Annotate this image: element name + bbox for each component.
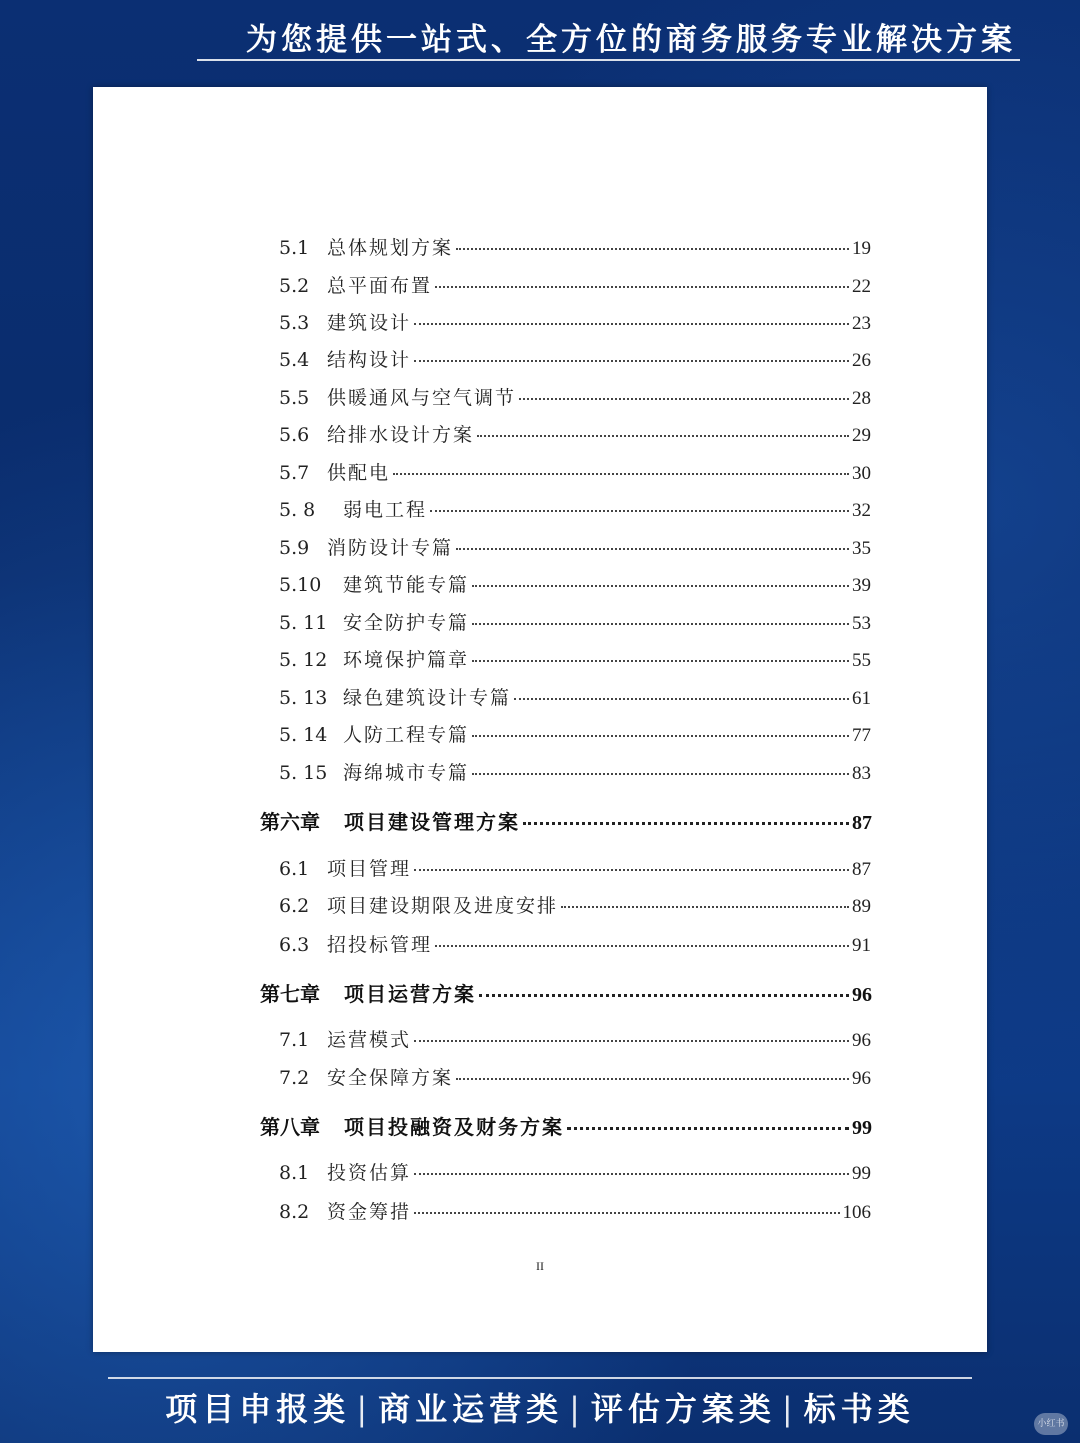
toc-leader-dots xyxy=(435,945,849,947)
toc-leader-dots xyxy=(472,735,849,737)
toc-leader-dots xyxy=(479,994,849,997)
toc-section-row xyxy=(279,383,871,410)
toc-title: 运营模式 xyxy=(327,1029,412,1051)
toc-title: 绿色建筑设计专篇 xyxy=(343,687,512,709)
toc-section-row xyxy=(279,683,871,710)
toc-section-row xyxy=(279,458,871,485)
toc-title: 安全防护专篇 xyxy=(343,612,470,634)
toc-number: 第六章 xyxy=(260,810,320,834)
toc-page-number: 77 xyxy=(852,725,871,746)
footer-separator: | xyxy=(356,1390,373,1428)
toc-leader-dots xyxy=(477,435,849,437)
toc-page-number: 96 xyxy=(852,1030,871,1051)
toc-number: 5.9 xyxy=(279,537,310,559)
toc-page-number: 26 xyxy=(852,350,871,371)
toc-title: 弱电工程 xyxy=(343,499,428,521)
toc-section-row xyxy=(279,608,871,635)
toc-leader-dots xyxy=(519,398,849,400)
toc-leader-dots xyxy=(456,1078,849,1080)
toc-title: 海绵城市专篇 xyxy=(343,762,470,784)
toc-number: 第八章 xyxy=(260,1115,320,1139)
toc-leader-dots xyxy=(414,323,849,325)
toc-number: 7.2 xyxy=(279,1067,310,1089)
toc-page-number: 96 xyxy=(852,984,872,1006)
toc-leader-dots xyxy=(393,473,849,475)
toc-page-number: 35 xyxy=(852,538,871,559)
toc-section-row xyxy=(279,570,871,597)
toc-page-number: 28 xyxy=(852,388,871,409)
toc-page-number: 55 xyxy=(852,650,871,671)
toc-title: 消防设计专篇 xyxy=(327,537,454,559)
page-number: II xyxy=(536,1259,544,1273)
toc-leader-dots xyxy=(472,585,849,587)
toc-leader-dots xyxy=(561,906,849,908)
document-page xyxy=(93,87,987,1352)
toc-title: 项目运营方案 xyxy=(344,982,476,1006)
toc-page-number: 87 xyxy=(852,859,871,880)
toc-title: 供配电 xyxy=(327,462,391,484)
toc-section-row xyxy=(279,308,871,335)
toc-page-number: 61 xyxy=(852,688,871,709)
toc-section-row xyxy=(279,1063,871,1090)
toc-title: 项目投融资及财务方案 xyxy=(344,1115,564,1139)
toc-leader-dots xyxy=(414,1212,839,1214)
toc-title: 环境保护篇章 xyxy=(343,649,470,671)
xiaohongshu-watermark: 小红书 xyxy=(1034,1413,1068,1435)
toc-title: 资金筹措 xyxy=(327,1201,412,1223)
toc-title: 安全保障方案 xyxy=(327,1067,454,1089)
toc-section-row xyxy=(279,720,871,747)
toc-title: 给排水设计方案 xyxy=(327,424,475,446)
toc-section-row xyxy=(279,1158,871,1185)
toc-number: 8.2 xyxy=(279,1201,310,1223)
toc-page-number: 91 xyxy=(852,935,871,956)
toc-leader-dots xyxy=(472,660,849,662)
toc-leader-dots xyxy=(567,1127,849,1130)
toc-number: 7.1 xyxy=(279,1029,310,1051)
toc-chapter-row xyxy=(260,1111,872,1140)
toc-number: 5. 12 xyxy=(279,649,328,671)
toc-number: 5.6 xyxy=(279,424,310,446)
toc-title: 供暖通风与空气调节 xyxy=(327,387,517,409)
toc-number: 6.3 xyxy=(279,934,310,956)
toc-leader-dots xyxy=(414,869,849,871)
toc-section-row xyxy=(279,930,871,957)
footer-separator: | xyxy=(781,1390,798,1428)
toc-number: 第七章 xyxy=(260,982,320,1006)
toc-number: 5.3 xyxy=(279,312,310,334)
toc-section-row xyxy=(279,420,871,447)
footer-item-assessment-plan: 评估方案类 xyxy=(590,1390,776,1428)
toc-page-number: 106 xyxy=(842,1202,871,1223)
toc-number: 5. 8 xyxy=(279,499,316,521)
toc-title: 总平面布置 xyxy=(327,275,433,297)
toc-section-row xyxy=(279,233,871,260)
header-title: 为您提供一站式、全方位的商务服务专业解决方案 xyxy=(246,22,1016,58)
toc-number: 5.2 xyxy=(279,275,310,297)
table-of-contents xyxy=(93,87,987,1352)
toc-title: 建筑节能专篇 xyxy=(343,574,470,596)
toc-title: 项目建设管理方案 xyxy=(344,810,520,834)
toc-section-row xyxy=(279,533,871,560)
toc-leader-dots xyxy=(414,1040,849,1042)
toc-section-row xyxy=(279,758,871,785)
toc-number: 5.1 xyxy=(279,237,310,259)
toc-page-number: 99 xyxy=(852,1163,871,1184)
toc-section-row xyxy=(279,1025,871,1052)
toc-section-row xyxy=(279,645,871,672)
toc-leader-dots xyxy=(414,360,849,362)
toc-page-number: 22 xyxy=(852,276,871,297)
toc-number: 5. 14 xyxy=(279,724,328,746)
toc-leader-dots xyxy=(435,286,849,288)
toc-leader-dots xyxy=(456,548,849,550)
toc-title: 人防工程专篇 xyxy=(343,724,470,746)
toc-page-number: 30 xyxy=(852,463,871,484)
toc-leader-dots xyxy=(472,773,849,775)
toc-number: 5.10 xyxy=(279,574,322,596)
toc-leader-dots xyxy=(514,698,849,700)
toc-chapter-row xyxy=(260,978,872,1007)
toc-page-number: 89 xyxy=(852,896,871,917)
toc-chapter-row xyxy=(260,806,872,835)
toc-number: 8.1 xyxy=(279,1162,310,1184)
toc-title: 投资估算 xyxy=(327,1162,412,1184)
toc-number: 6.1 xyxy=(279,858,310,880)
toc-number: 5.5 xyxy=(279,387,310,409)
toc-page-number: 53 xyxy=(852,613,871,634)
header-divider xyxy=(197,59,1020,61)
toc-section-row xyxy=(279,271,871,298)
toc-title: 招投标管理 xyxy=(327,934,433,956)
toc-leader-dots xyxy=(456,248,849,250)
toc-page-number: 32 xyxy=(852,500,871,521)
toc-page-number: 96 xyxy=(852,1068,871,1089)
toc-section-row xyxy=(279,495,871,522)
toc-section-row xyxy=(279,345,871,372)
toc-page-number: 83 xyxy=(852,763,871,784)
toc-leader-dots xyxy=(472,623,849,625)
toc-number: 5.4 xyxy=(279,349,310,371)
toc-title: 建筑设计 xyxy=(327,312,412,334)
toc-leader-dots xyxy=(523,822,849,825)
toc-title: 项目管理 xyxy=(327,858,412,880)
footer-item-tender-docs: 标书类 xyxy=(803,1390,915,1428)
footer-divider xyxy=(108,1377,972,1379)
toc-section-row xyxy=(279,1197,871,1224)
toc-page-number: 99 xyxy=(852,1117,872,1139)
toc-page-number: 29 xyxy=(852,425,871,446)
footer-categories xyxy=(0,1384,1080,1430)
toc-number: 5.7 xyxy=(279,462,310,484)
toc-title: 项目建设期限及进度安排 xyxy=(327,895,559,917)
toc-page-number: 19 xyxy=(852,238,871,259)
toc-number: 5. 15 xyxy=(279,762,328,784)
footer-item-project-application: 项目申报类 xyxy=(165,1390,351,1428)
toc-page-number: 39 xyxy=(852,575,871,596)
footer-item-business-operation: 商业运营类 xyxy=(378,1390,564,1428)
toc-title: 总体规划方案 xyxy=(327,237,454,259)
toc-section-row xyxy=(279,891,871,918)
toc-page-number: 87 xyxy=(852,812,872,834)
toc-number: 6.2 xyxy=(279,895,310,917)
footer-separator: | xyxy=(569,1390,585,1428)
toc-title: 结构设计 xyxy=(327,349,412,371)
toc-number: 5. 13 xyxy=(279,687,328,709)
toc-leader-dots xyxy=(414,1173,849,1175)
toc-page-number: 23 xyxy=(852,313,871,334)
toc-leader-dots xyxy=(430,510,849,512)
toc-number: 5. 11 xyxy=(279,612,328,634)
toc-section-row xyxy=(279,854,871,881)
